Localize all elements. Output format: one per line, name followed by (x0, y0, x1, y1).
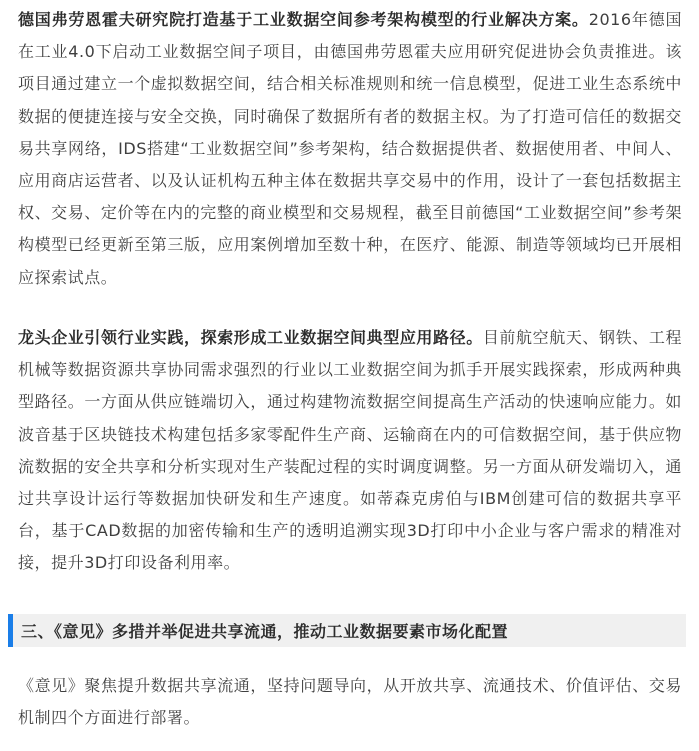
paragraph-text: 2016年德国在工业4.0下启动工业数据空间子项目，由德国弗劳恩霍夫应用研究促进协会负责推进。该项目通过建立一个虚拟数据空间，结合相关标准规则和统一信息模型，促进工业生态系统中数据的便捷连接与安全交换，同时确保了数据所有者的数据主权。为了打造可信任的数据交易共享网络，IDS搭建“工业数据空间”参考架构，结合数据提供者、数据使用者、中间人、应用商店运营者、以及认证机构五种主体在数据共享交易中的作用，设计了一套包括数据主权、交易、定价等在内的完整的商业模型和交易规程，截至目前德国“工业数据空间”参考架构模型已经更新至第三版，应用案例增加至数十种，在医疗、能源、制造等领域均已开展相应探索试点。 (18, 10, 682, 287)
section-heading (8, 614, 686, 647)
paragraph-summary: 《意见》聚焦提升数据共享流通，坚持问题导向，从开放共享、流通技术、价值评估、交易机制四个方面进行部署。 (18, 676, 682, 728)
paragraph-lead: 德国弗劳恩霍夫研究院打造基于工业数据空间参考架构模型的行业解决方案。 (18, 10, 589, 29)
paragraph-fraunhofer (18, 4, 682, 294)
paragraph-lead: 龙头企业引领行业实践，探索形成工业数据空间典型应用路径。 (18, 328, 483, 347)
paragraph-industry-practice (18, 322, 682, 580)
paragraph-text: 目前航空航天、钢铁、工程机械等数据资源共享协同需求强烈的行业以工业数据空间为抓手开展实践探索，形成两种典型路径。一方面从供应链端切入，通过构建物流数据空间提高生产活动的快速响应能力。如波音基于区块链技术构建包括多家零配件生产商、运输商在内的可信数据空间，基于供应物流数据的安全共享和分析实现对生产装配过程的实时调度调整。另一方面从研发端切入，通过共享设计运行等数据加快研发和生产速度。如蒂森克虏伯与IBM创建可信的数据共享平台，基于CAD数据的加密传输和生产的透明追溯实现3D打印中小企业与客户需求的精准对接，提升3D打印设备利用率。 (18, 328, 682, 573)
section-heading-text: 三、《意见》多措并举促进共享流通，推动工业数据要素市场化配置 (21, 622, 509, 641)
